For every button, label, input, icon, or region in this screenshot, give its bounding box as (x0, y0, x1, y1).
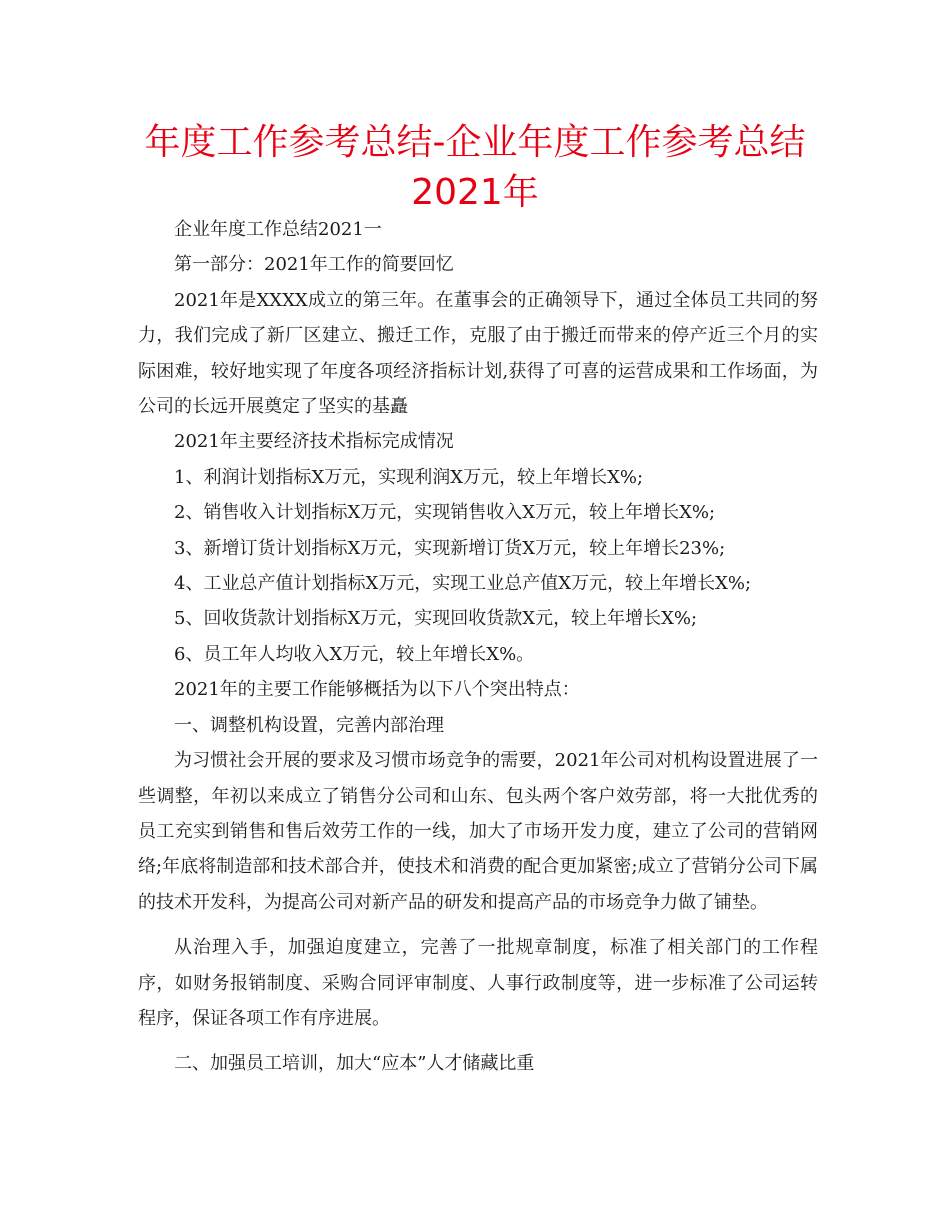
paragraph-management: 从治理入手，加强迫度建立，完善了一批规章制度，标准了相关部门的工作程序，如财务报销制度、采购合同评审制度、人事行政制度等，进一步标准了公司运转程序，保证各项工作有序进展。 (138, 937, 818, 1029)
list-item-payment-collection: 5、回收货款计划指标X万元，实现回收货款X元，较上年增长X%; (174, 608, 698, 630)
paragraph-indicators-heading: 2021年主要经济技术指标完成情况 (174, 431, 454, 453)
list-item-new-orders: 3、新增订货计划指标X万元，实现新增订货X万元，较上年增长23%; (174, 537, 726, 559)
list-item-industrial-output: 4、工业总产值计划指标X万元，实现工业总产值X万元，较上年增长X%; (174, 573, 752, 595)
document-body (138, 212, 818, 1082)
list-item-employee-income: 6、员工年人均收入X万元，较上年增长X%。 (174, 643, 535, 665)
paragraph-features-intro: 2021年的主要工作能够概括为以下八个突出特点： (174, 679, 580, 701)
section-heading-two: 二、加强员工培训，加大“应本”人才储藏比重 (174, 1053, 535, 1075)
paragraph-overview: 2021年是XXXX成立的第三年。在董事会的正确领导下，通过全体员工共同的努力，我们完成了新厂区建立、搬迁工作，克服了由于搬迁而带来的停产近三个月的实际困难，较好地实现了年度各项经济指标计划,获得了可喜的运营成果和工作场面，为公司的长远开展奠定了坚实的基矗 (138, 289, 818, 418)
paragraph-part-one-heading: 第一部分：2021年工作的简要回忆 (174, 254, 454, 276)
document-title: 年度工作参考总结-企业年度工作参考总结2021年 (144, 122, 806, 213)
paragraph-subtitle: 企业年度工作总结2021一 (174, 219, 382, 240)
section-heading-one: 一、调整机构设置，完善内部治理 (174, 714, 444, 736)
paragraph-restructuring: 为习惯社会开展的要求及习惯市场竞争的需要，2021年公司对机构设置进展了一些调整，年初以来成立了销售分公司和山东、包头两个客户效劳部，将一大批优秀的员工充实到销售和售后效劳工作的一线，加大了市场开发力度，建立了公司的营销网络;年底将制造部和技术部合并，使技术和消费的配合更加紧密;成立了营销分公司下属的技术开发科，为提高公司对新产品的研发和提高产品的市场竞争力做了铺垫。 (138, 750, 818, 913)
list-item-profit: 1、利润计划指标X万元，实现利润X万元，较上年增长X%; (174, 466, 644, 488)
list-item-sales-revenue: 2、销售收入计划指标X万元，实现销售收入X万元，较上年增长X%; (174, 502, 716, 524)
